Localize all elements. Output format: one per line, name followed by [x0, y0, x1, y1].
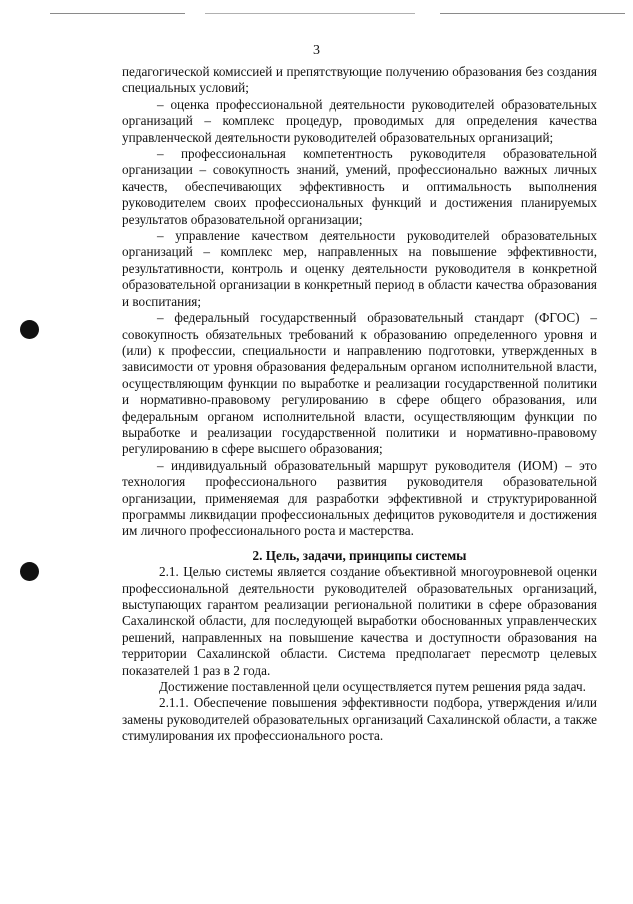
section-paragraph: Достижение поставленной цели осуществляется путем решения ряда задач.	[159, 679, 586, 695]
section-heading: 2. Цель, задачи, принципы системы	[252, 547, 467, 563]
section-paragraph: 2.1. Целью системы является создание объективной многоуровневой оценки профессиональной деятельности руководителей образовательных организаций, выступающих гарантом реализации региональной политики в сфере образования Сахалинской области, для последующей выработки обоснованных управленческих решений, направленных на повышение качества и доступности образования на территории Сахалинской области. Система предполагает пересмотр целевых показателей 1 раз в 2 года.	[122, 564, 597, 678]
punch-hole	[20, 562, 39, 581]
definition-item: – управление качеством деятельности руководителей образовательных организаций – комплекс мер, направленных на повышение эффективности, результативности, контроль и оценку деятельности руководителя в конкретной образовательной организации в конкретный период в области качества образования и воспитания;	[122, 228, 597, 309]
page-number: 3	[313, 43, 320, 58]
punch-hole	[20, 320, 39, 339]
paragraph-continuation: педагогической комиссией и препятствующие получению образования без создания специальных условий;	[122, 64, 597, 96]
scan-artifact-line	[205, 13, 415, 14]
definition-item: – индивидуальный образовательный маршрут руководителя (ИОМ) – это технология профессионального развития руководителя образовательной организации, применяемая для разработки эффективной и структурированной программы ликвидации профессиональных дефицитов руководителя и достижения им личного профессионального роста и мастерства.	[122, 457, 597, 539]
scan-artifact-line	[440, 13, 625, 14]
definition-item: – профессиональная компетентность руководителя образовательной организации – совокупность знаний, умений, профессионально важных личных качеств, обеспечивающих эффективность и оптимальность выполнения руководителем своих профессиональных функций и достижения планируемых результатов образовательной организации;	[122, 146, 597, 227]
document-body	[122, 64, 597, 745]
definition-item: – федеральный государственный образовательный стандарт (ФГОС) – совокупность обязательных требований к образованию определенного уровня и (или) к профессии, специальности и направлению подготовки, утвержденных в зависимости от уровня образования федеральным органом исполнительной власти, осуществляющим функции по выработке и реализации государственной политики и нормативно-правовому регулированию в сфере общего образования, или федеральным органом исполнительной власти, осуществляющим функции по выработке и реализации государственной политики и нормативно-правовому регулированию в сфере высшего образования;	[122, 310, 597, 457]
scan-artifact-line	[50, 13, 185, 14]
definition-item: – оценка профессиональной деятельности руководителей образовательных организаций – комплекс процедур, проводимых для определения качества управленческой деятельности руководителей образовательных организаций;	[122, 96, 597, 145]
section-paragraph: 2.1.1. Обеспечение повышения эффективности подбора, утверждения и/или замены руководителей образовательных организаций Сахалинской области, а также стимулирования их профессионального роста.	[122, 695, 597, 744]
